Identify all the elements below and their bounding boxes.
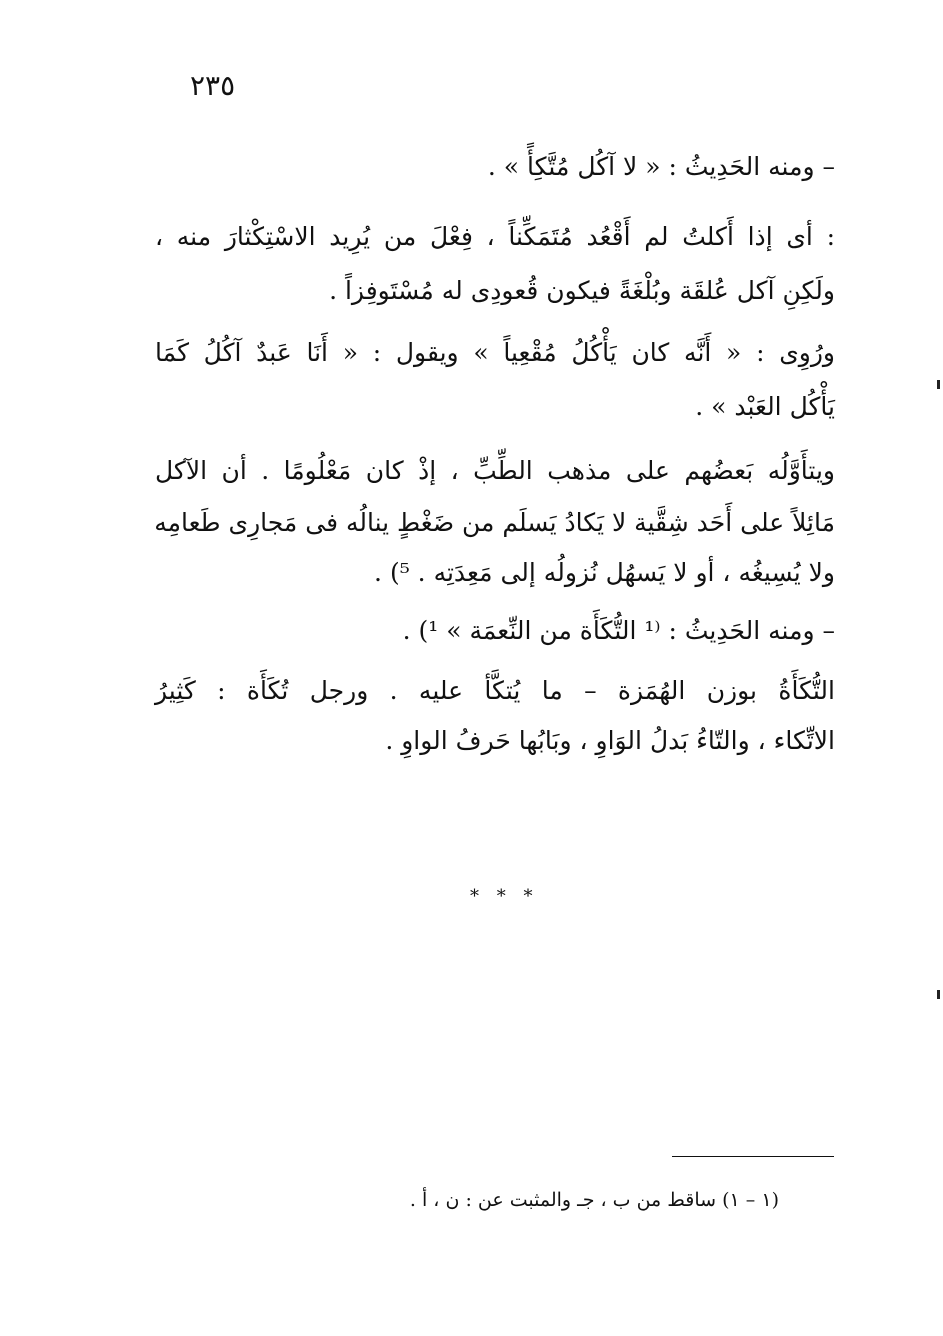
text-line: – ومنه الحَدِيثُ : « لا آكُل مُتَّكِأً » . [487,152,835,181]
text-line: ولَكِنِ آكل عُلقَة وبُلْغَةً فيكون قُعودِى له مُسْتَوفِزاً . [329,276,835,305]
text-line: ورُوِى : « أَنَّه كان يَأْكُلُ مُقْعِياً » ويقول : « أَنَا عَبدٌ آكُلُ كَمَا [155,338,835,367]
text-line: التُّكَأَةُ بوزن الهُمَزة – ما يُتكَّأ عليه . ورجل تُكَأَة : كَثِيرُ [155,676,835,705]
text-line: الاتِّكاء ، والتّاءُ بَدلُ الوَاوِ ، وبَابُها حَرفُ الواوِ . [385,726,835,755]
page-edge-mark [937,380,940,389]
text-line: ولا يُسِيغُه ، أو لا يَسهُل نُزولُه إلى مَعِدَتِه . ⁵) . [374,558,835,587]
text-line: مَائِلاً على أَحَد شِقَّية لا يَكادُ يَسلَم من ضَغْطٍ ينالُه فى مَجارِى طَعامِه [154,508,835,537]
text-line: : أى إذا أَكلتُ لم أَقْعُد مُتَمَكِّناً ، فِعْلَ من يُرِيد الاسْتِكْثارَ منه ، [155,222,835,251]
text-line: ويتأَوَّلُه بَعضُهم على مذهب الطِّبِّ ، إذْ كان مَعْلُومًا . أن الآكل [155,456,835,485]
section-separator: * * * [470,886,539,907]
text-line: يَأْكُل العَبْد » . [695,392,835,421]
page-edge-mark [937,990,940,999]
footnote: (١ – ١) ساقط من ب ، جـ والمثبت عن : ن ، أ . [409,1189,779,1211]
footnote-divider [672,1156,834,1157]
page-number: ٢٣٥ [190,69,236,102]
text-line: – ومنه الحَدِيثُ : ⁽¹ التُّكَأَة من النِّعمَة » ¹) . [402,616,835,645]
